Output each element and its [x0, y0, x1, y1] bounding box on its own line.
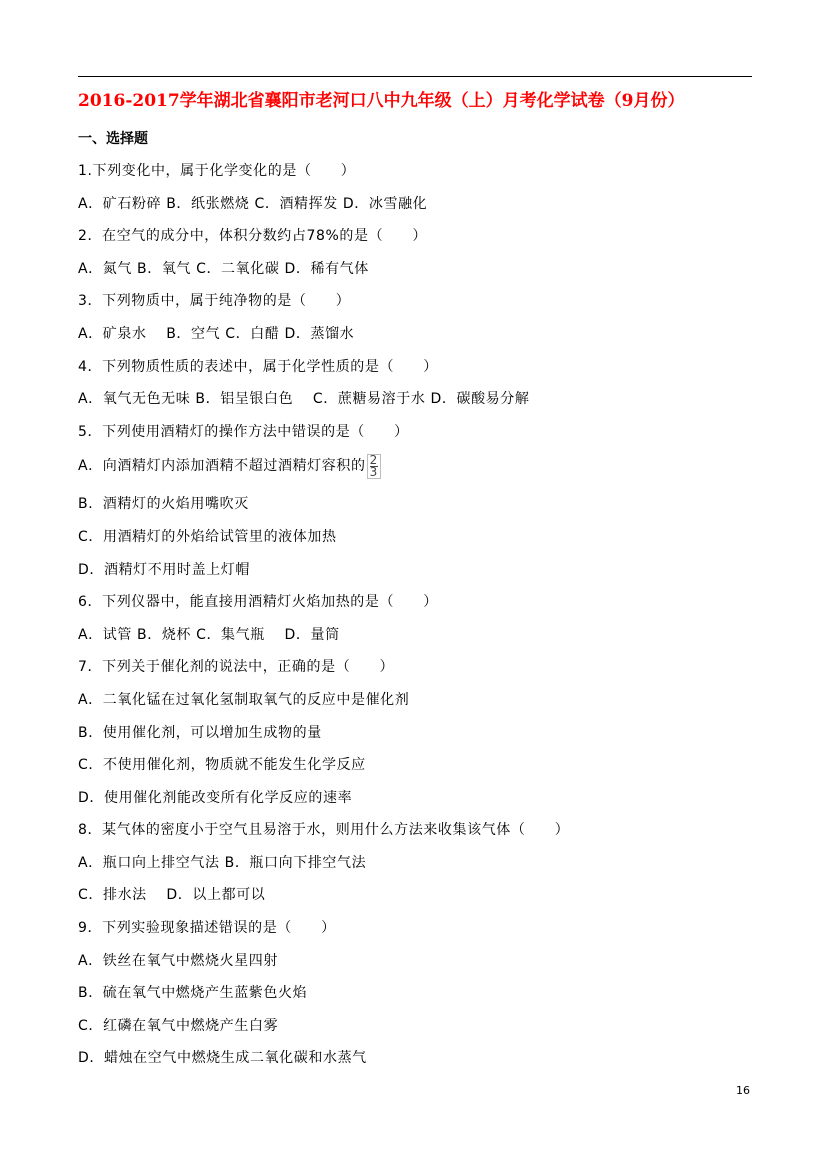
question-stem: 7．下列关于催化剂的说法中，正确的是（ ） — [78, 659, 395, 676]
option-text: A．向酒精灯内添加酒精不超过酒精灯容积的 — [78, 458, 366, 475]
question-stem: 4．下列物质性质的表述中，属于化学性质的是（ ） — [78, 358, 438, 375]
question-option: B．使用催化剂，可以增加生成物的量 — [78, 724, 322, 741]
question-option: B．酒精灯的火焰用嘴吹灭 — [78, 496, 249, 513]
fraction-numerator: 2 — [369, 452, 378, 467]
question-option: A．铁丝在氧气中燃烧火星四射 — [78, 952, 278, 969]
page-title: 2016-2017学年湖北省襄阳市老河口八中九年级（上）月考化学试卷（9月份） — [78, 91, 685, 111]
section-heading: 一、选择题 — [78, 131, 148, 147]
header-rule — [78, 76, 752, 77]
question-option: C．不使用催化剂，物质就不能发生化学反应 — [78, 757, 366, 774]
question-option: D．酒精灯不用时盖上灯帽 — [78, 561, 250, 578]
question-options: C．排水法 D．以上都可以 — [78, 887, 266, 904]
question-options: A．试管 B．烧杯 C．集气瓶 D．量筒 — [78, 626, 340, 643]
question-options: A．矿泉水 B．空气 C．白醋 D．蒸馏水 — [78, 325, 355, 342]
question-option: D．使用催化剂能改变所有化学反应的速率 — [78, 789, 353, 806]
question-option: C．红磷在氧气中燃烧产生白雾 — [78, 1017, 279, 1034]
question-option: A．二氧化锰在过氧化氢制取氧气的反应中是催化剂 — [78, 691, 410, 708]
question-option: D．蜡烛在空气中燃烧生成二氧化碳和水蒸气 — [78, 1050, 367, 1067]
question-stem: 3．下列物质中，属于纯净物的是（ ） — [78, 293, 351, 310]
page-number: 16 — [736, 1084, 750, 1097]
fraction-image — [367, 454, 381, 479]
question-stem: 5．下列使用酒精灯的操作方法中错误的是（ ） — [78, 423, 409, 440]
question-stem: 2．在空气的成分中，体积分数约占78%的是（ ） — [78, 228, 428, 245]
question-options: A．瓶口向上排空气法 B．瓶口向下排空气法 — [78, 854, 367, 871]
question-stem: 1.下列变化中，属于化学变化的是（ ） — [78, 163, 356, 179]
question-stem: 6．下列仪器中，能直接用酒精灯火焰加热的是（ ） — [78, 594, 438, 611]
question-list — [78, 160, 752, 1080]
question-stem: 8．某气体的密度小于空气且易溶于水，则用什么方法来收集该气体（ ） — [78, 822, 570, 839]
question-option-with-fraction — [78, 453, 752, 493]
question-option: C．用酒精灯的外焰给试管里的液体加热 — [78, 528, 337, 545]
question-options: A．氮气 B．氧气 C．二氧化碳 D．稀有气体 — [78, 260, 369, 277]
question-options: A．矿石粉碎 B．纸张燃烧 C．酒精挥发 D．冰雪融化 — [78, 195, 428, 212]
question-options: A．氧气无色无味 B．铝呈银白色 C．蔗糖易溶于水 D．碳酸易分解 — [78, 391, 530, 408]
question-option: B．硫在氧气中燃烧产生蓝紫色火焰 — [78, 985, 308, 1002]
question-stem: 9．下列实验现象描述错误的是（ ） — [78, 920, 336, 937]
fraction-denominator: 3 — [369, 464, 378, 479]
